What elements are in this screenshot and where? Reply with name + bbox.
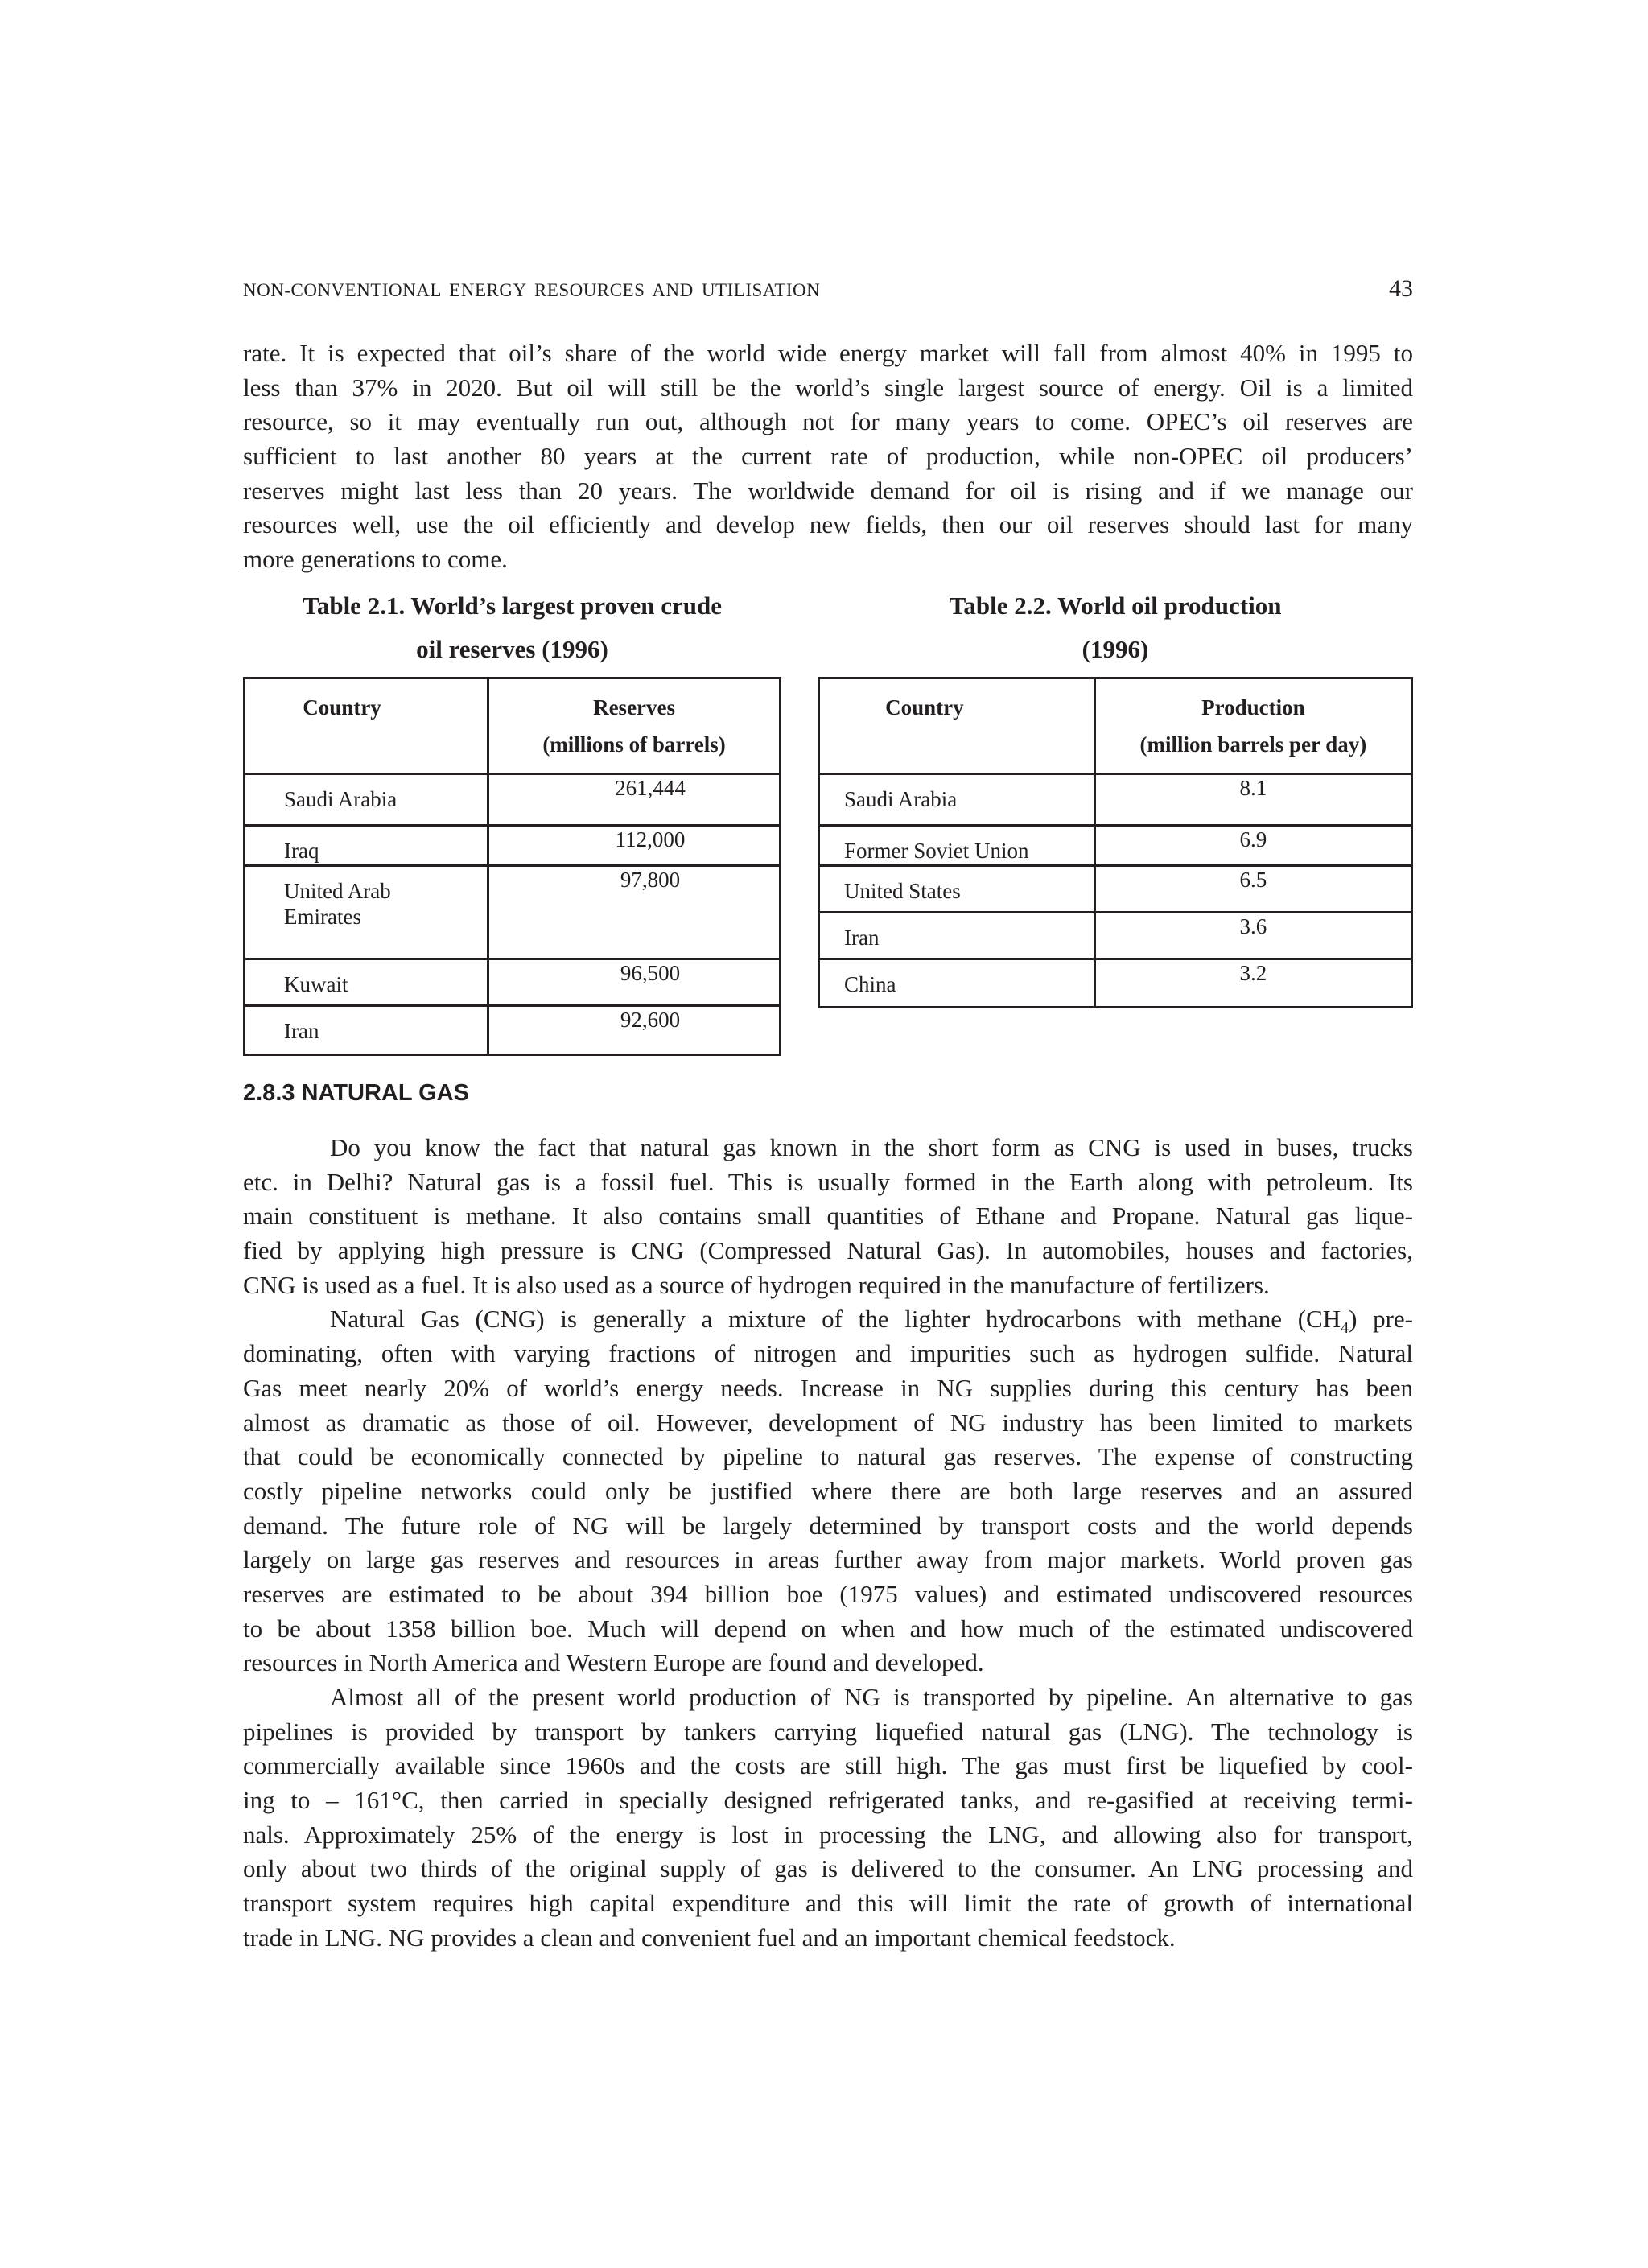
table-row <box>245 1006 781 1055</box>
section-heading: 2.8.3 NATURAL GAS <box>243 1080 469 1106</box>
text-line: main constituent is methane. It also contains small quantities of Ethane and Propane. Natural gas lique- <box>243 1202 1413 1231</box>
text-line: resources in North America and Western Europe are found and developed. <box>243 1648 984 1677</box>
table-header-row <box>245 678 781 774</box>
text-line: trade in LNG. NG provides a clean and convenient fuel and an important chemical feedstock. <box>243 1923 1176 1952</box>
table-row <box>245 774 781 826</box>
table-header-row <box>819 678 1412 774</box>
table-row <box>819 826 1412 866</box>
text-line: ing to – 161°C, then carried in specially designed refrigerated tanks, and re-gasified at receiving termi- <box>243 1786 1413 1815</box>
paragraph-lng <box>243 1680 1413 1956</box>
running-header: NON-CONVENTIONAL ENERGY RESOURCES AND UTILISATION <box>243 280 821 300</box>
table1-title <box>243 584 781 671</box>
cell-country: Iran <box>819 913 1095 959</box>
cell-value: 3.2 <box>1094 959 1411 1008</box>
cell-country: Saudi Arabia <box>819 774 1095 826</box>
text-line: reserves are estimated to be about 394 billion boe (1975 values) and estimated undiscovered resources <box>243 1579 1413 1608</box>
table1-title-line1: Table 2.1. World’s largest proven crude <box>303 592 722 620</box>
text-line: pipelines is provided by transport by tankers carrying liquefied natural gas (LNG). The technology is <box>243 1717 1413 1746</box>
column-header-country: Country <box>245 678 488 774</box>
cell-value: 112,000 <box>488 826 781 866</box>
column-header-production: Production (million barrels per day) <box>1094 678 1411 774</box>
cell-country: Former Soviet Union <box>819 826 1095 866</box>
text-line: Natural Gas (CNG) is generally a mixture of the lighter hydrocarbons with methane $(CH_4)$ pre- <box>330 1305 1413 1338</box>
text-line: largely on large gas reserves and resources in areas further away from major markets. World proven gas <box>243 1545 1413 1574</box>
text-line: transport system requires high capital expenditure and this will limit the rate of growth of international <box>243 1889 1413 1918</box>
text-line: Do you know the fact that natural gas known in the short form as CNG is used in buses, trucks <box>330 1133 1413 1161</box>
text-line: nals. Approximately 25% of the energy is lost in processing the LNG, and allowing also for transport, <box>243 1820 1413 1849</box>
table-row <box>245 866 781 959</box>
text-line: to be about 1358 billion boe. Much will depend on when and how much of the estimated undiscovered <box>243 1614 1413 1643</box>
text-line: dominating, often with varying fractions of nitrogen and impurities such as hydrogen sulfide. Natural <box>243 1339 1413 1368</box>
text-line: only about two thirds of the original supply of gas is delivered to the consumer. An LNG processing and <box>243 1854 1413 1883</box>
table-row <box>819 774 1412 826</box>
cell-country: Kuwait <box>245 959 488 1006</box>
paragraph-natural-gas <box>243 1302 1413 1680</box>
table-row <box>819 959 1412 1008</box>
text-line: demand. The future role of NG will be largely determined by transport costs and the world depends <box>243 1511 1413 1540</box>
text-line: commercially available since 1960s and the costs are still high. The gas must first be liquefied by cool- <box>243 1751 1413 1780</box>
table2-title <box>818 584 1413 671</box>
cell-value: 6.9 <box>1094 826 1411 866</box>
text-line: Gas meet nearly 20% of world’s energy needs. Increase in NG supplies during this century has been <box>243 1373 1413 1402</box>
cell-value: 96,500 <box>488 959 781 1006</box>
table-row <box>245 826 781 866</box>
intro-paragraph <box>243 336 1413 577</box>
cell-country: United States <box>819 866 1095 913</box>
column-header-reserves: Reserves (millions of barrels) <box>488 678 781 774</box>
table2-title-line1: Table 2.2. World oil production <box>949 592 1282 620</box>
text-line: etc. in Delhi? Natural gas is a fossil fuel. This is usually formed in the Earth along with petroleum. Its <box>243 1167 1413 1196</box>
text-line: less than 37% in 2020. But oil will still be the world’s single largest source of energy. Oil is a limited <box>243 373 1413 402</box>
text-line: fied by applying high pressure is CNG (Compressed Natural Gas). In automobiles, houses and factories, <box>243 1236 1413 1265</box>
text-line: resource, so it may eventually run out, although not for many years to come. OPEC’s oil reserves are <box>243 407 1413 436</box>
text-line: more generations to come. <box>243 545 508 574</box>
text-line: resources well, use the oil efficiently and develop new fields, then our oil reserves should last for many <box>243 510 1413 539</box>
cell-country: China <box>819 959 1095 1008</box>
table-row <box>245 959 781 1006</box>
cell-value: 3.6 <box>1094 913 1411 959</box>
text-line: costly pipeline networks could only be justified where there are both large reserves and an assured <box>243 1476 1413 1505</box>
cell-country: Iraq <box>245 826 488 866</box>
text-line: CNG is used as a fuel. It is also used as a source of hydrogen required in the manufacture of fertilizers. <box>243 1270 1270 1299</box>
text-line: reserves might last less than 20 years. The worldwide demand for oil is rising and if we manage our <box>243 476 1413 505</box>
text-line: that could be economically connected by pipeline to natural gas reserves. The expense of constructing <box>243 1442 1413 1471</box>
cell-value: 6.5 <box>1094 866 1411 913</box>
table1-title-line2: oil reserves (1996) <box>416 635 608 663</box>
text-line: almost as dramatic as those of oil. However, development of NG industry has been limited to markets <box>243 1408 1413 1437</box>
cell-value: 92,600 <box>488 1006 781 1055</box>
cell-value: 261,444 <box>488 774 781 826</box>
text-line: sufficient to last another 80 years at the current rate of production, while non-OPEC oil producers’ <box>243 442 1413 471</box>
cell-country: Iran <box>245 1006 488 1055</box>
cell-value: 97,800 <box>488 866 781 959</box>
column-header-country: Country <box>819 678 1095 774</box>
table2-title-line2: (1996) <box>1082 635 1149 663</box>
cell-value: 8.1 <box>1094 774 1411 826</box>
reserves-table <box>243 677 781 1056</box>
paragraph-natural-gas-rest <box>243 1337 1413 1680</box>
page-number: 43 <box>1389 275 1413 302</box>
production-table <box>818 677 1413 1008</box>
body-text <box>243 1131 1413 1956</box>
text-line: Almost all of the present world production of NG is transported by pipeline. An alternative to gas <box>330 1683 1413 1711</box>
table-row <box>819 913 1412 959</box>
text-line: rate. It is expected that oil’s share of the world wide energy market will fall from almost 40% in 1995 to <box>243 339 1413 367</box>
table-row <box>819 866 1412 913</box>
cell-country: Saudi Arabia <box>245 774 488 826</box>
paragraph-cng <box>243 1131 1413 1302</box>
cell-country: United Arab Emirates <box>245 866 488 959</box>
